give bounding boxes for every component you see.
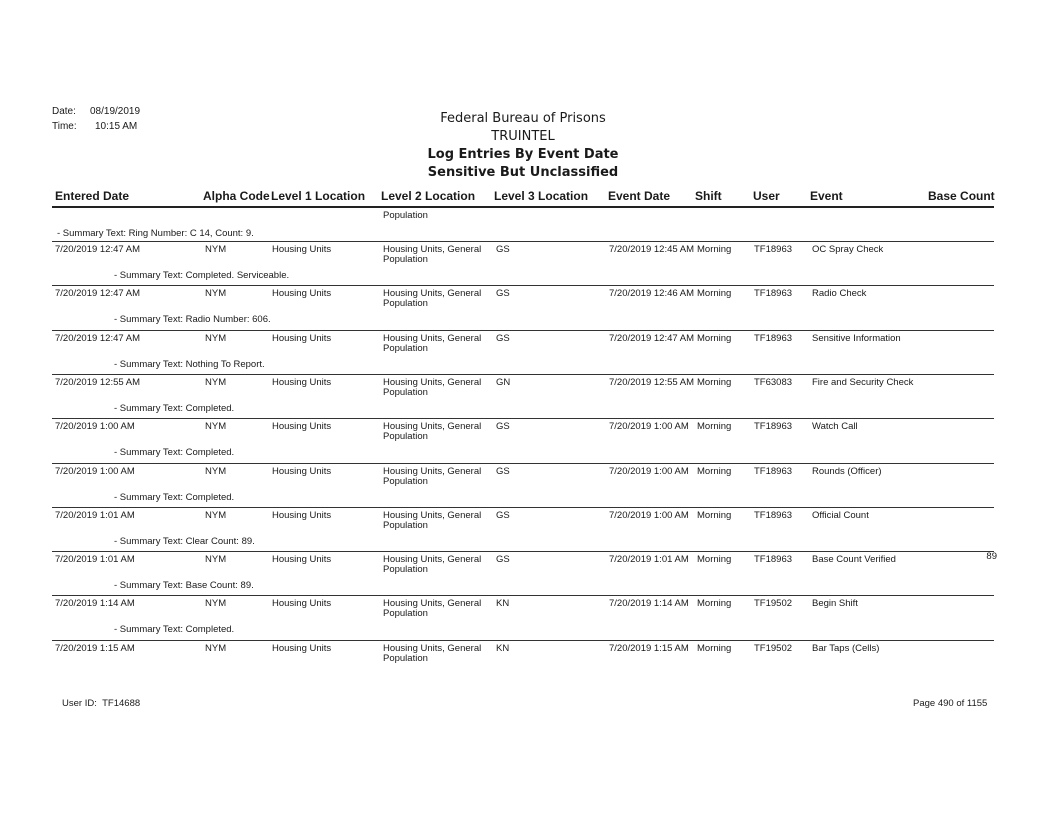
col-level1: Level 1 Location — [271, 189, 366, 203]
row-divider — [52, 595, 994, 596]
cell-level1: Housing Units — [272, 643, 332, 654]
user-id-label: User ID: — [62, 698, 97, 709]
cell-level3: GS — [496, 244, 510, 255]
cell-user: TF18963 — [754, 288, 793, 299]
system-title: TRUINTEL — [491, 129, 555, 144]
cell-event-date: 7/20/2019 1:00 AM — [609, 466, 689, 477]
cell-level1: Housing Units — [272, 333, 332, 344]
cell-level1: Housing Units — [272, 598, 332, 609]
cell-event: Sensitive Information — [812, 333, 901, 344]
time-value: 10:15 AM — [95, 121, 138, 132]
cell-entered-date: 7/20/2019 1:01 AM — [55, 510, 135, 521]
report-title: Log Entries By Event Date — [427, 147, 619, 162]
col-alpha-code: Alpha Code — [203, 189, 270, 203]
summary-text: - Summary Text: Completed. — [114, 447, 235, 458]
cell-event: OC Spray Check — [812, 244, 884, 255]
user-id-value: TF14688 — [102, 698, 141, 709]
summary-text: - Summary Text: Completed. Serviceable. — [114, 270, 290, 281]
row-divider — [52, 241, 994, 242]
cell-user: TF19502 — [754, 598, 793, 609]
summary-text: - Summary Text: Nothing To Report. — [114, 359, 265, 370]
cell-level2: Housing Units, General Population — [383, 598, 482, 619]
cell-level2: Housing Units, General Population — [383, 244, 482, 265]
col-level3: Level 3 Location — [494, 189, 589, 203]
cell-event-date: 7/20/2019 1:01 AM — [609, 554, 689, 565]
col-entered-date: Entered Date — [55, 189, 130, 203]
cell-shift: Morning — [697, 244, 732, 255]
cell-shift: Morning — [697, 333, 732, 344]
cell-entered-date: 7/20/2019 12:55 AM — [55, 377, 141, 388]
cell-level1: Housing Units — [272, 244, 332, 255]
cell-event: Begin Shift — [812, 598, 858, 609]
cell-level3: GS — [496, 288, 510, 299]
cell-event-date: 7/20/2019 1:00 AM — [609, 510, 689, 521]
cell-event-date: 7/20/2019 12:45 AM — [609, 244, 695, 255]
cell-alpha-code: NYM — [205, 244, 227, 255]
cell-alpha-code: NYM — [205, 598, 227, 609]
cell-event: Base Count Verified — [812, 554, 896, 565]
cell-level2: Housing Units, General Population — [383, 377, 482, 398]
summary-text: - Summary Text: Completed. — [114, 403, 235, 414]
cell-user: TF18963 — [754, 510, 793, 521]
cell-alpha-code: NYM — [205, 288, 227, 299]
cell-entered-date: 7/20/2019 1:00 AM — [55, 466, 135, 477]
cell-level1: Housing Units — [272, 288, 332, 299]
cell-level2: Housing Units, General Population — [383, 421, 482, 442]
cell-event-date: 7/20/2019 1:15 AM — [609, 643, 689, 654]
cell-entered-date: 7/20/2019 12:47 AM — [55, 244, 141, 255]
cell-shift: Morning — [697, 288, 732, 299]
footer-user-id — [62, 698, 140, 709]
cell-level1: Housing Units — [272, 421, 332, 432]
time-line — [52, 121, 137, 132]
row-divider — [52, 463, 994, 464]
classification-title: Sensitive But Unclassified — [427, 165, 619, 180]
cell-user: TF63083 — [754, 377, 793, 388]
date-value: 08/19/2019 — [90, 106, 141, 117]
cell-event-date: 7/20/2019 12:46 AM — [609, 288, 695, 299]
cell-alpha-code: NYM — [205, 554, 227, 565]
cell-level2: Housing Units, General Population — [383, 510, 482, 531]
cell-entered-date: 7/20/2019 1:01 AM — [55, 554, 135, 565]
cell-user: TF18963 — [754, 466, 793, 477]
cell-level1: Housing Units — [272, 377, 332, 388]
cell-entered-date: 7/20/2019 12:47 AM — [55, 288, 141, 299]
col-event-date: Event Date — [608, 189, 671, 203]
cell-shift: Morning — [697, 643, 732, 654]
summary-text: - Summary Text: Base Count: 89. — [114, 580, 254, 591]
cell-level2: Housing Units, General Population — [383, 333, 482, 354]
row-divider — [52, 640, 994, 641]
col-base-count: Base Count — [928, 189, 995, 203]
cell-event-date: 7/20/2019 12:47 AM — [609, 333, 695, 344]
cell-level3: KN — [496, 643, 510, 654]
col-event: Event — [810, 189, 843, 203]
summary-text: - Summary Text: Completed. — [114, 624, 235, 635]
header-divider — [52, 206, 994, 208]
summary-text: - Summary Text: Radio Number: 606. — [114, 314, 271, 325]
time-label: Time: — [52, 121, 77, 132]
row-divider — [52, 507, 994, 508]
cell-event-date: 7/20/2019 1:14 AM — [609, 598, 689, 609]
cell-user: TF18963 — [754, 333, 793, 344]
cell-shift: Morning — [697, 598, 732, 609]
carryover-summary: - Summary Text: Ring Number: C 14, Count: 9. — [57, 228, 254, 239]
date-line — [52, 106, 140, 117]
cell-level1: Housing Units — [272, 466, 332, 477]
cell-level3: GS — [496, 554, 510, 565]
date-label: Date: — [52, 106, 76, 117]
cell-event: Rounds (Officer) — [812, 466, 882, 477]
cell-level3: KN — [496, 598, 510, 609]
summary-text: - Summary Text: Completed. — [114, 492, 235, 503]
cell-shift: Morning — [697, 510, 732, 521]
cell-level3: GS — [496, 510, 510, 521]
cell-alpha-code: NYM — [205, 510, 227, 521]
cell-entered-date: 7/20/2019 12:47 AM — [55, 333, 141, 344]
cell-level3: GN — [496, 377, 511, 388]
row-divider — [52, 285, 994, 286]
cell-entered-date: 7/20/2019 1:15 AM — [55, 643, 135, 654]
cell-alpha-code: NYM — [205, 377, 227, 388]
cell-shift: Morning — [697, 421, 732, 432]
cell-alpha-code: NYM — [205, 643, 227, 654]
cell-level1: Housing Units — [272, 510, 332, 521]
col-shift: Shift — [695, 189, 722, 203]
cell-event-date: 7/20/2019 1:00 AM — [609, 421, 689, 432]
cell-user: TF18963 — [754, 554, 793, 565]
cell-shift: Morning — [697, 466, 732, 477]
cell-entered-date: 7/20/2019 1:14 AM — [55, 598, 135, 609]
cell-level3: GS — [496, 333, 510, 344]
cell-alpha-code: NYM — [205, 333, 227, 344]
row-divider — [52, 374, 994, 375]
cell-user: TF19502 — [754, 643, 793, 654]
report-title-block — [300, 110, 746, 182]
row-divider — [52, 551, 994, 552]
cell-level3: GS — [496, 466, 510, 477]
col-user: User — [753, 189, 780, 203]
cell-user: TF18963 — [754, 244, 793, 255]
cell-level3: GS — [496, 421, 510, 432]
cell-event: Bar Taps (Cells) — [812, 643, 880, 654]
cell-event-date: 7/20/2019 12:55 AM — [609, 377, 695, 388]
cell-event: Radio Check — [812, 288, 867, 299]
cell-base-count: 89 — [986, 551, 997, 562]
cell-level2: Housing Units, General Population — [383, 288, 482, 309]
page-number: Page 490 of 1155 — [913, 698, 988, 709]
row-divider — [52, 418, 994, 419]
cell-entered-date: 7/20/2019 1:00 AM — [55, 421, 135, 432]
cell-level1: Housing Units — [272, 554, 332, 565]
cell-alpha-code: NYM — [205, 466, 227, 477]
cell-level2: Housing Units, General Population — [383, 466, 482, 487]
cell-user: TF18963 — [754, 421, 793, 432]
col-level2: Level 2 Location — [381, 189, 476, 203]
cell-shift: Morning — [697, 554, 732, 565]
row-divider — [52, 330, 994, 331]
cell-event: Fire and Security Check — [812, 377, 914, 388]
cell-event: Official Count — [812, 510, 869, 521]
cell-alpha-code: NYM — [205, 421, 227, 432]
agency-title: Federal Bureau of Prisons — [440, 111, 606, 126]
cell-event: Watch Call — [812, 421, 858, 432]
cell-level2: Housing Units, General Population — [383, 643, 482, 664]
cell-level2: Housing Units, General Population — [383, 554, 482, 575]
cell-shift: Morning — [697, 377, 732, 388]
summary-text: - Summary Text: Clear Count: 89. — [114, 536, 255, 547]
carryover-level2-tail: Population — [383, 210, 428, 221]
